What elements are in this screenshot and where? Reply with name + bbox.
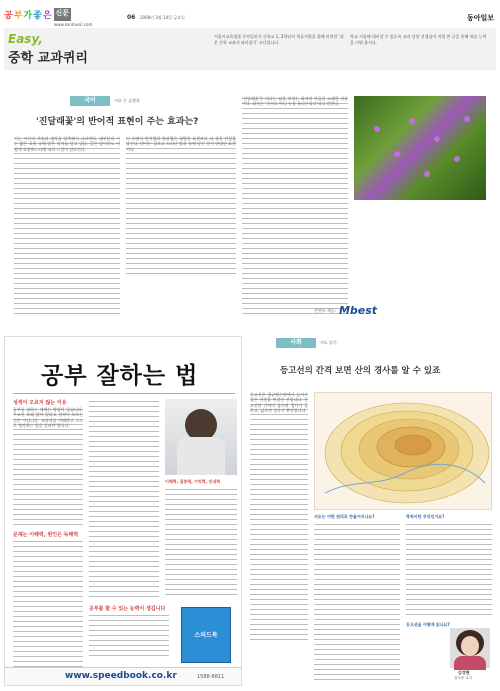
masthead-url: www.sonmusil.com	[54, 22, 93, 27]
korean-article	[14, 96, 486, 322]
korean-teacher: 서초 중 류병철	[114, 98, 140, 103]
masthead-logo	[4, 8, 71, 21]
subject-tag-society: 사회	[276, 338, 316, 348]
provider-label: 콘텐츠 제공:	[314, 307, 336, 313]
book-label: 스피드북	[194, 632, 218, 639]
study-subtitle-3: 이해력, 집중력, 기억력, 인내력	[165, 479, 221, 484]
society-teacher: 지도 읽기	[320, 340, 337, 345]
society-col-1: 등고선은 평균해수면에서 높이가 같은 지점을 연결한 선입니다. 등고선의 간격이 좁으면 경사가 급하고, 넓으면 경사가 완만합니다.	[250, 392, 308, 642]
society-col-3	[406, 522, 492, 618]
study-title: 공부 잘하는 법	[41, 363, 199, 389]
flower	[454, 156, 460, 162]
logo-char: 부	[13, 11, 23, 21]
study-footer	[5, 667, 241, 685]
logo-char: 은	[42, 11, 52, 21]
study-footer-url[interactable]: www.speedbook.co.kr	[65, 671, 177, 681]
society-article	[250, 338, 496, 688]
study-subtitle-2: 문제는 이해력, 원인은 독해력	[13, 532, 79, 538]
book-cover	[181, 607, 231, 663]
logo-word: 신문	[54, 8, 72, 21]
flower	[424, 171, 430, 177]
logo-char: 좋	[33, 11, 42, 21]
study-col-2	[89, 399, 159, 599]
section-banner	[4, 28, 496, 70]
contour-5	[395, 435, 431, 455]
student-body	[177, 437, 225, 475]
study-subtitle-4: 공부를 할 수 있는 능력이 생깁니다	[89, 606, 166, 612]
teacher-body	[454, 656, 486, 670]
contour-lines	[315, 393, 493, 511]
society-title: 등고선의 간격 보면 산의 경사를 알 수 있죠	[280, 366, 441, 376]
issue-date: 2008년 3월 14일 금요일	[140, 15, 185, 20]
page-number: 06	[127, 14, 136, 21]
teacher-photo	[450, 628, 490, 668]
section-title: 중학 교과퀴리	[8, 51, 88, 66]
flower	[394, 151, 400, 157]
study-col-4	[89, 613, 169, 657]
flower	[409, 118, 415, 124]
korean-col-2: 이 중에서 반어법과 역설법은 평범한 표현보다 더 강한 인상을 남긴다. 반어는 겉으로 드러난 말과 속에 담긴 뜻이 반대인 표현이다.	[126, 136, 236, 276]
study-col-1a: 공부를 잘하는 데에는 방법이 있습니다. 무조건 오래 앉아 있다고 성적이 오르는 것은 아닙니다. 교과서를 이해하고 스스로 생각하는 힘을 길러야 합니다.	[13, 407, 83, 527]
korean-title: '진달래꽃'의 반어적 표현이 주는 효과는?	[36, 117, 199, 127]
subject-tag-korean: 국어	[70, 96, 110, 106]
study-ad	[4, 336, 242, 686]
logo-char: 공	[4, 11, 13, 21]
flower	[374, 126, 380, 132]
study-col-3	[165, 487, 237, 599]
society-q2: 축척이란 무엇인가요?	[406, 514, 445, 519]
society-col-2	[314, 522, 400, 682]
contour-map	[314, 392, 492, 510]
banner-intro-right: 학교 시험에 대비할 수 있도록 교과 담당 선생님이 직접 쓴 글을 통해 학습 능력을 키워 봅시다.	[350, 34, 487, 45]
flower	[434, 136, 440, 142]
provider-logo: Mbest	[338, 304, 378, 317]
azalea-photo	[354, 96, 486, 200]
study-rule	[13, 393, 235, 394]
study-footer-tel: 1588-6811	[197, 674, 225, 680]
korean-col-1: 시는 시인의 가슴과 생각을 압축해서 나타낸다. 대부분의 시는 짧은 표현 속에 많은 의미를 담고 있다. 같은 말이라도 어떻게 표현하느냐에 따라 느낌이 달라진다.	[14, 136, 120, 318]
section-en-title: Easy,	[8, 32, 43, 46]
teacher-face	[461, 636, 479, 656]
teacher-school: 성사중 교사	[454, 676, 473, 680]
korean-col-3: '진달래꽃'은 떠나는 임을 보내는 화자의 마음을 노래한 작품이다. 화자는 '죽어도 아니 눈물 흘리우리다'라고 말한다.	[242, 96, 348, 318]
teacher-name: 김정현	[458, 670, 470, 675]
flower	[464, 116, 470, 122]
logo-char: 가	[23, 11, 33, 21]
society-q1: 지도는 어떤 원리로 만들어지나요?	[314, 514, 375, 519]
content-provider	[314, 304, 377, 317]
paper-name: 동아일보	[466, 14, 494, 22]
banner-intro-left: 서울시교육청과 동아일보가 중학교 1, 2학년의 학습지원을 위해 마련한 '쉬운 중학 교과서 따라잡기' 코너입니다.	[214, 34, 344, 45]
study-col-1b	[13, 539, 83, 667]
study-photo	[165, 399, 237, 475]
study-subtitle-1: 성적이 오르지 않는 이유	[13, 400, 67, 406]
society-q3: 등고선을 어떻게 읽나요?	[406, 622, 450, 627]
